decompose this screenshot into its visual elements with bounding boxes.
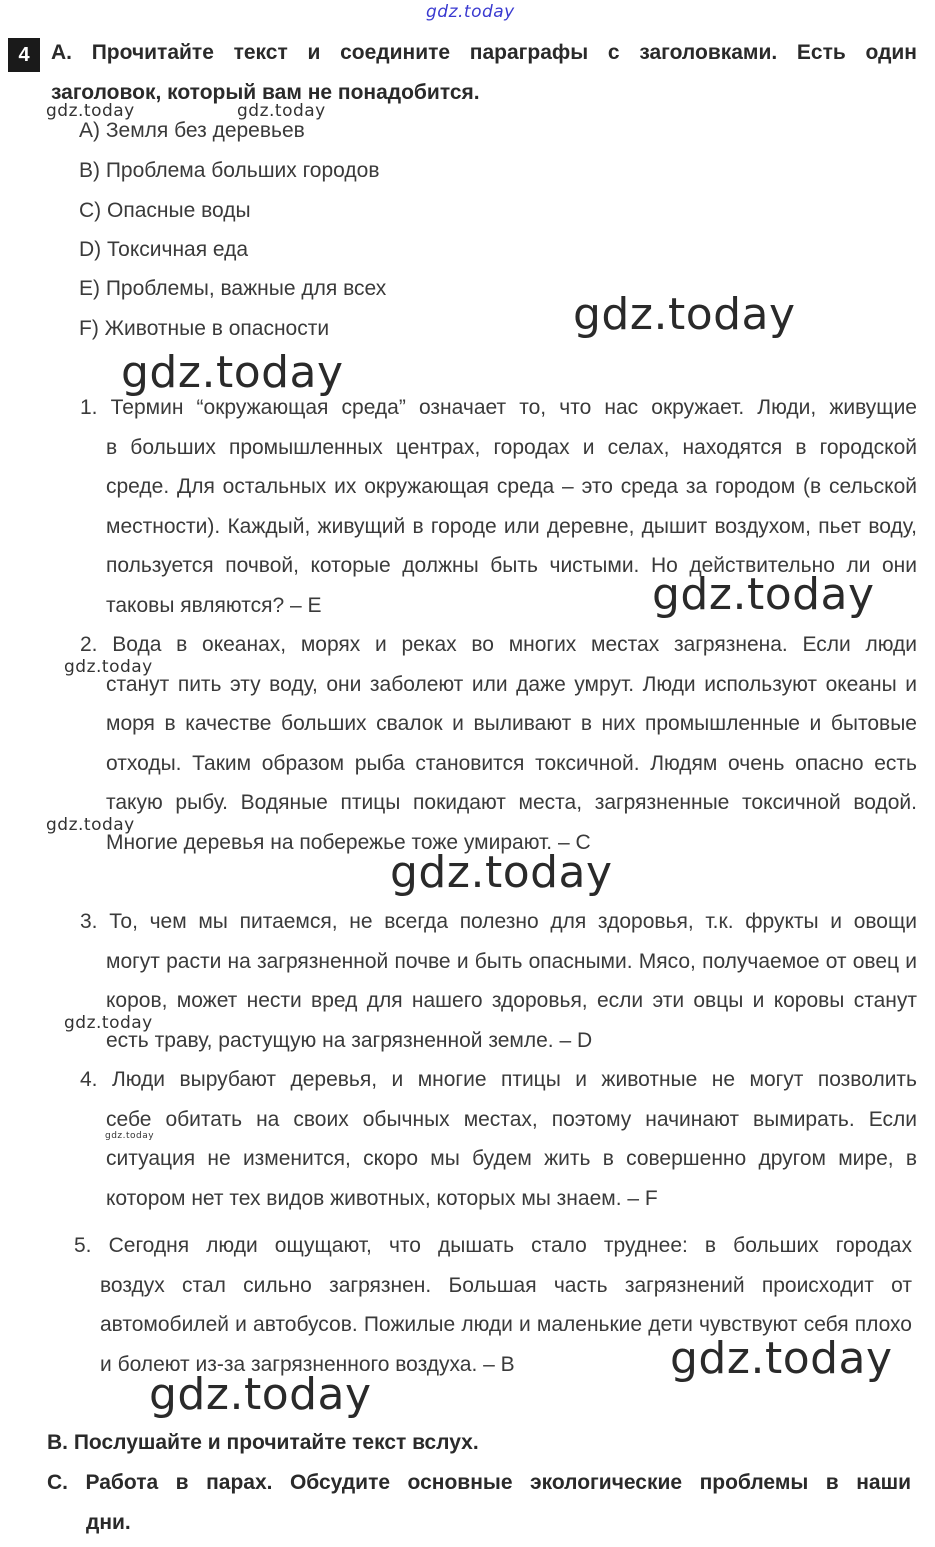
paragraph-3 <box>80 902 917 1060</box>
task-c-instruction-line2: дни. <box>86 1511 131 1534</box>
paragraph-body: себе обитать на своих обычных местах, поэтому начинают вымирать. Если ситуация не изменится, скоро мы будем жить в совершенно другом мире, в котором нет тех видов животных, которых мы знаем. – F <box>106 1107 917 1210</box>
paragraph-first-line: То, чем мы питаемся, не всегда полезно для здоровья, т.к. фрукты и овощи <box>109 910 917 933</box>
task-c-instruction-line1: C. Работа в парах. Обсудите основные экологические проблемы в наши <box>47 1471 911 1494</box>
watermark: gdz.today <box>105 1131 155 1141</box>
watermark: gdz.today <box>149 1369 372 1420</box>
paragraph-number: 2. <box>80 633 98 656</box>
paragraph-body: могут расти на загрязненной почве и быть опасными. Мясо, получаемое от овец и коров, может нести вред для нашего здоровья, если эти овцы и коровы станут есть траву, растущую на загрязненной земле. – D <box>106 949 917 1052</box>
paragraph-number: 3. <box>80 910 98 933</box>
watermark: gdz.today <box>670 1333 893 1384</box>
watermark: gdz.today <box>237 101 326 121</box>
watermark: gdz.today <box>64 657 153 677</box>
heading-a: A) Земля без деревьев <box>79 119 305 142</box>
watermark: gdz.today <box>573 289 796 340</box>
paragraph-5 <box>74 1226 912 1384</box>
watermark: gdz.today <box>652 569 875 620</box>
paragraph-first-line: Вода в океанах, морях и реках во многих местах загрязнена. Если люди <box>112 633 917 656</box>
paragraph-body: в больших промышленных центрах, городах и селах, находятся в городской среде. Для остальных их окружающая среда – это среда за городом (в сельской местности). Каждый, живущий в городе или деревне, дышит воздухом, пьет воду, пользуется почвой, которые должны быть чистыми. Но действительно ли они таковы являются? – E <box>106 435 917 617</box>
task-a-instruction-line2: заголовок, который вам не понадобится. <box>51 81 480 104</box>
watermark: gdz.today <box>46 815 135 835</box>
task-a-instruction-line1: A. Прочитайте текст и соедините параграфы с заголовками. Есть один <box>51 41 917 64</box>
paragraph-first-line: Термин “окружающая среда” означает то, что нас окружает. Люди, живущие <box>110 396 917 419</box>
task-number-badge: 4 <box>8 38 40 72</box>
paragraph-first-line: Люди вырубают деревья, и многие птицы и животные не могут позволить <box>111 1068 917 1091</box>
paragraph-4 <box>80 1060 917 1218</box>
watermark: gdz.today <box>64 1013 153 1033</box>
heading-c: C) Опасные воды <box>79 199 251 222</box>
paragraph-first-line: Сегодня люди ощущают, что дышать стало труднее: в больших городах <box>108 1234 912 1257</box>
watermark: gdz.today <box>390 847 613 898</box>
paragraph-body: станут пить эту воду, они заболеют или даже умрут. Люди используют океаны и моря в качестве больших свалок и выливают в них промышленные и бытовые отходы. Таким образом рыба становится токсичной. Людям очень опасно есть такую рыбу. Водяные птицы покидают места, загрязненные токсичной водой. Многие деревья на побережье тоже умирают. – C <box>106 672 917 854</box>
watermark: gdz.today <box>426 2 515 22</box>
paragraph-body: воздух стал сильно загрязнен. Большая часть загрязнений происходит от автомобилей и автобусов. Пожилые люди и маленькие дети чувствуют себя плохо и болеют из-за загрязненного воздуха. – B <box>100 1273 912 1376</box>
heading-f: F) Животные в опасности <box>79 317 330 340</box>
paragraph-number: 5. <box>74 1234 92 1257</box>
paragraph-2 <box>80 625 917 862</box>
task-b-instruction: B. Послушайте и прочитайте текст вслух. <box>47 1431 479 1454</box>
watermark: gdz.today <box>121 347 344 398</box>
paragraph-number: 4. <box>80 1068 98 1091</box>
paragraph-number: 1. <box>80 396 98 419</box>
paragraph-1 <box>80 388 917 625</box>
heading-b: B) Проблема больших городов <box>79 159 380 182</box>
heading-e: E) Проблемы, важные для всех <box>79 277 387 300</box>
heading-d: D) Токсичная еда <box>79 238 249 261</box>
watermark: gdz.today <box>46 101 135 121</box>
